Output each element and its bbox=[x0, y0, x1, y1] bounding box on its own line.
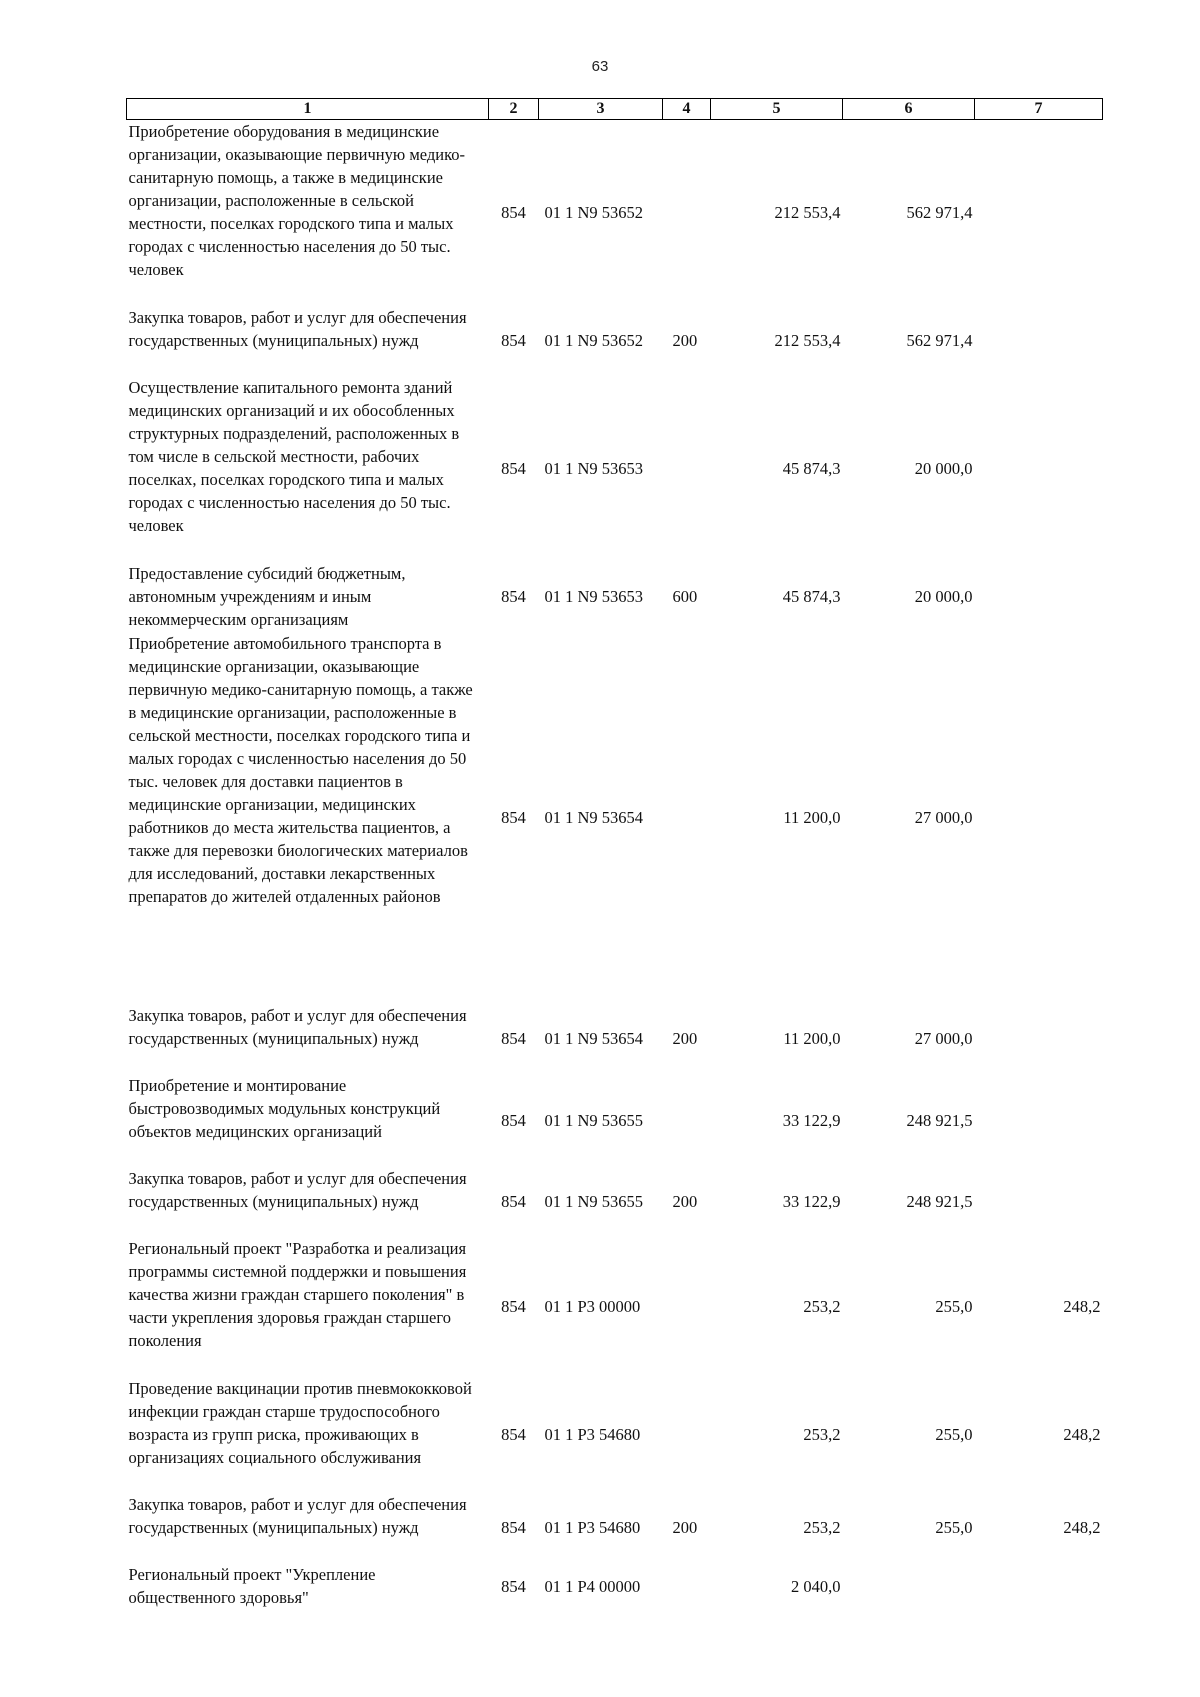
row-target-article: 01 1 N9 53655 bbox=[544, 1192, 644, 1211]
row-expense-type bbox=[663, 1074, 711, 1167]
header-row bbox=[127, 99, 1103, 120]
row-code: 854 bbox=[501, 331, 526, 350]
header-col-2: 2 bbox=[489, 99, 539, 120]
row-value-7 bbox=[975, 306, 1103, 376]
row-target-article: 01 1 P4 00000 bbox=[544, 1576, 641, 1596]
row-expense-type bbox=[663, 632, 711, 1004]
row-value-7: 248,2 bbox=[1063, 1297, 1101, 1316]
row-code: 854 bbox=[501, 1297, 526, 1316]
row-value-6: 562 971,4 bbox=[906, 203, 973, 223]
row-value-6: 20 000,0 bbox=[914, 587, 973, 606]
row-value-6: 255,0 bbox=[935, 1425, 973, 1444]
row-value-5: 11 200,0 bbox=[783, 1029, 841, 1048]
row-name: Проведение вакцинации против пневмококковой инфекции граждан старше трудоспособного возраста из групп риска, проживающих в организациях социального обслуживания bbox=[128, 1378, 472, 1467]
header-col-1: 1 bbox=[127, 99, 489, 120]
row-value-5: 2 040,0 bbox=[791, 1576, 841, 1596]
row-expense-type: 200 bbox=[672, 1029, 698, 1048]
row-target-article: 01 1 N9 53653 bbox=[544, 587, 644, 606]
row-value-5: 212 553,4 bbox=[774, 331, 841, 350]
row-value-5: 253,2 bbox=[803, 1518, 841, 1537]
header-col-5: 5 bbox=[711, 99, 843, 120]
row-name: Предоставление субсидий бюджетным, автономным учреждениям и иным некоммерческим организациям bbox=[128, 563, 406, 629]
row-code: 854 bbox=[501, 1576, 526, 1596]
row-value-6: 255,0 bbox=[935, 1297, 973, 1316]
row-value-5: 11 200,0 bbox=[783, 808, 841, 827]
row-value-7: 248,2 bbox=[1063, 1425, 1101, 1444]
table-row bbox=[127, 1167, 1103, 1237]
row-value-7 bbox=[975, 1004, 1103, 1074]
row-target-article: 01 1 P3 54680 bbox=[544, 1425, 641, 1444]
row-name: Приобретение оборудования в медицинские организации, оказывающие первичную медико-санитарную помощь, а также в медицинские организации, расположенные в сельской местности, поселках городского типа и малых городах с численностью населения до 50 тыс. человек bbox=[128, 122, 466, 279]
row-value-6: 20 000,0 bbox=[914, 459, 973, 478]
row-name: Закупка товаров, работ и услуг для обеспечения государственных (муниципальных) нужд bbox=[128, 1494, 467, 1537]
row-code: 854 bbox=[501, 1192, 526, 1211]
row-value-7 bbox=[975, 1563, 1103, 1610]
row-value-5: 212 553,4 bbox=[774, 203, 841, 223]
row-name: Приобретение и монтирование быстровозводимых модульных конструкций объектов медицинских организаций bbox=[128, 1075, 441, 1141]
row-target-article: 01 1 P3 00000 bbox=[544, 1297, 641, 1316]
row-value-6: 248 921,5 bbox=[906, 1110, 973, 1130]
row-code: 854 bbox=[501, 1518, 526, 1537]
table-row bbox=[127, 376, 1103, 562]
row-value-7 bbox=[975, 632, 1103, 1004]
row-name: Закупка товаров, работ и услуг для обеспечения государственных (муниципальных) нужд bbox=[128, 307, 467, 350]
table-row bbox=[127, 1074, 1103, 1167]
header-col-4: 4 bbox=[663, 99, 711, 120]
row-value-6: 27 000,0 bbox=[914, 1029, 973, 1048]
row-expense-type: 200 bbox=[672, 1518, 698, 1537]
row-value-7: 248,2 bbox=[1063, 1518, 1101, 1537]
row-expense-type bbox=[663, 1377, 711, 1493]
row-value-6: 248 921,5 bbox=[906, 1192, 973, 1211]
row-code: 854 bbox=[501, 1425, 526, 1444]
row-expense-type bbox=[663, 120, 711, 306]
row-value-6 bbox=[843, 1563, 975, 1610]
table-row bbox=[127, 120, 1103, 306]
row-name: Региональный проект "Разработка и реализация программы системной поддержки и повышения качества жизни граждан старшего поколения" в части укрепления здоровья граждан старшего поколения bbox=[128, 1238, 467, 1350]
row-value-5: 33 122,9 bbox=[782, 1192, 841, 1211]
row-code: 854 bbox=[501, 587, 526, 606]
row-code: 854 bbox=[501, 459, 526, 478]
header-col-7: 7 bbox=[975, 99, 1103, 120]
budget-table bbox=[126, 98, 1103, 1610]
row-name: Приобретение автомобильного транспорта в медицинские организации, оказывающие первичную медико-санитарную помощь, а также в медицинские организации, расположенные в сельской местности, поселках городского типа и малых городах с численностью населения до 50 тыс. человек для доставки пациентов в медицинские организации, медицинских работников до места жительства пациентов, а также для перевозки биологических материалов для исследований, доставки лекарственных препаратов до жителей отдаленных районов bbox=[128, 633, 473, 906]
row-value-7 bbox=[975, 120, 1103, 306]
row-target-article: 01 1 N9 53652 bbox=[544, 203, 644, 223]
header-col-6: 6 bbox=[843, 99, 975, 120]
row-value-7 bbox=[975, 1167, 1103, 1237]
row-expense-type: 200 bbox=[672, 331, 698, 350]
header-col-3: 3 bbox=[539, 99, 663, 120]
row-target-article: 01 1 P3 54680 bbox=[544, 1518, 641, 1537]
table-row bbox=[127, 1237, 1103, 1377]
page-number: 63 bbox=[591, 58, 609, 75]
row-value-6: 27 000,0 bbox=[914, 808, 973, 827]
row-target-article: 01 1 N9 53654 bbox=[544, 808, 644, 827]
row-expense-type: 200 bbox=[672, 1192, 698, 1211]
table-row bbox=[127, 1493, 1103, 1563]
row-value-5: 45 874,3 bbox=[782, 459, 841, 478]
row-code: 854 bbox=[501, 203, 526, 223]
row-name: Осуществление капитального ремонта зданий медицинских организаций и их обособленных структурных подразделений, расположенных в том числе в сельской местности, рабочих поселках, поселках городского типа и малых городах с численностью населения до 50 тыс. человек bbox=[128, 377, 460, 535]
row-expense-type: 600 bbox=[672, 587, 698, 606]
table-row bbox=[127, 1377, 1103, 1493]
table-row bbox=[127, 562, 1103, 632]
row-name: Закупка товаров, работ и услуг для обеспечения государственных (муниципальных) нужд bbox=[128, 1168, 467, 1211]
row-code: 854 bbox=[501, 1029, 526, 1048]
row-value-6: 562 971,4 bbox=[906, 331, 973, 350]
row-target-article: 01 1 N9 53653 bbox=[544, 459, 644, 478]
row-value-5: 33 122,9 bbox=[782, 1110, 841, 1130]
table-row bbox=[127, 306, 1103, 376]
table-row bbox=[127, 632, 1103, 1004]
row-value-7 bbox=[975, 562, 1103, 632]
row-expense-type bbox=[663, 376, 711, 562]
table-row bbox=[127, 1004, 1103, 1074]
row-target-article: 01 1 N9 53655 bbox=[544, 1110, 644, 1130]
row-name: Закупка товаров, работ и услуг для обеспечения государственных (муниципальных) нужд bbox=[128, 1005, 467, 1048]
row-code: 854 bbox=[501, 1110, 526, 1130]
row-value-5: 253,2 bbox=[803, 1425, 841, 1444]
row-value-7 bbox=[975, 1074, 1103, 1167]
table-row bbox=[127, 1563, 1103, 1610]
row-value-5: 45 874,3 bbox=[782, 587, 841, 606]
row-expense-type bbox=[663, 1237, 711, 1377]
row-value-5: 253,2 bbox=[803, 1297, 841, 1316]
row-name: Региональный проект "Укрепление общественного здоровья" bbox=[128, 1564, 376, 1607]
row-target-article: 01 1 N9 53654 bbox=[544, 1029, 644, 1048]
row-value-7 bbox=[975, 376, 1103, 562]
row-code: 854 bbox=[501, 808, 526, 827]
row-value-6: 255,0 bbox=[935, 1518, 973, 1537]
row-expense-type bbox=[663, 1563, 711, 1610]
row-target-article: 01 1 N9 53652 bbox=[544, 331, 644, 350]
